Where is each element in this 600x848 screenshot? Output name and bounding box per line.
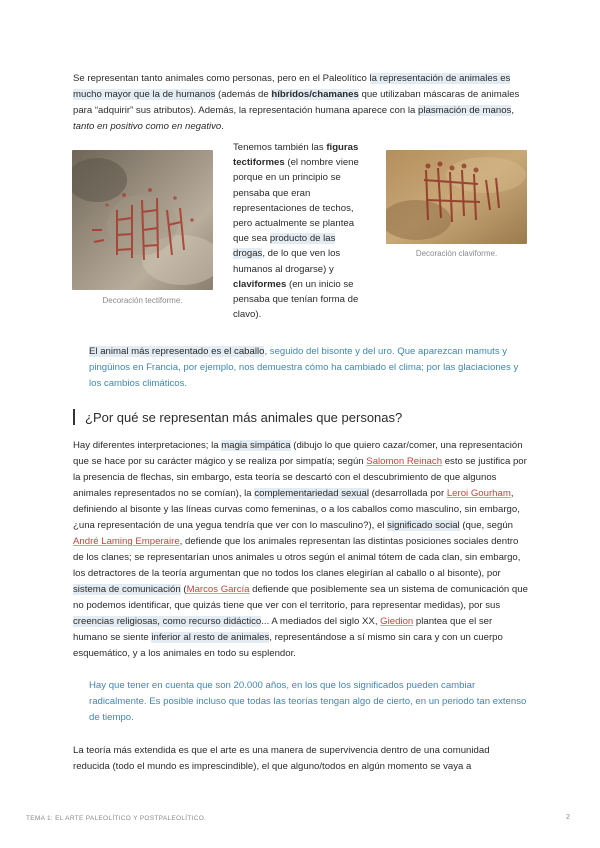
author-link-gourham[interactable]: Leroi Gourham <box>446 488 511 499</box>
tectiform-cave-image <box>72 150 213 290</box>
footer-title: TEMA 1: EL ARTE PALEOLÍTICO Y POSTPALEOLÍTICO. <box>26 815 207 822</box>
interpretations-paragraph: Hay diferentes interpretaciones; la magia simpática (dibujo lo que quiero cazar/comer, una representación que se hace por su carácter mágico y se realiza por simpatía; según Salomon Reinach esto se justifica por la presencia de flechas, sin embargo, esta teoría se descartó con el descubrimiento de que algunos animales representados no se comían), la complementariedad sexual (desarrollada por Leroi Gourham, definiendo al bisonte y las líneas curvas como femeninas, o a los caballos como masculino, sin embargo, ¿una representación de una yegua tendría que ver con lo masculino?), el significado social (que, según André Laming Emperaire, defiende que los animales representan las distintas posiciones sociales dentro de los clanes; se representarían unos animales u otros según el animal tótem de cada clan, sin embargo, los detractores de la teoría argumentan que no todos los clanes elegirían al caballo o al bisonte), por sistema de comunicación (Marcos García defiende que posiblemente sea un sistema de comunicación que no podemos identificar, que quizás tiene que ver con el territorio, para representar medidas), por sus creencias religiosas, como recurso didáctico... A mediados del siglo XX, Giedion plantea que el ser humano se siente inferior al resto de animales, representándose a sí mismo sin cara y con un cuerpo esquemático, y a los animales en todo su esplendor. <box>73 440 528 659</box>
tectiform-cave-painting <box>72 150 213 290</box>
author-link-laming[interactable]: André Laming Emperaire <box>73 536 180 547</box>
tectiform-description: Tenemos también las figuras tectiformes (el nombre viene porque en un principio se pensaba que eran representaciones de techos, pero actualmente se plantea que sea producto de las drogas, de lo que ven los humanos al drogarse) y claviformes (en un inicio se pensaba que tenían forma de clavo). <box>233 142 359 321</box>
author-link-giedion[interactable]: Giedion <box>380 616 414 627</box>
timespan-note: Hay que tener en cuenta que son 20.000 años, en los que los significados pueden cambiar radicalmente. Es posible incluso que todas las teorías tengan algo de cierto, en un periodo tan extenso de tiempo. <box>89 680 527 723</box>
heading-bar <box>73 409 75 425</box>
page-number: 2 <box>566 814 570 821</box>
tectiform-caption: Decoración tectiforme. <box>102 296 183 305</box>
survival-paragraph: La teoría más extendida es que el arte es una manera de supervivencia dentro de una comunidad reducida (todo el mundo es imprescindible), el que alguno/todos en algún momento se vaya a <box>73 745 490 772</box>
claviform-caption: Decoración claviforme. <box>415 249 498 258</box>
author-link-reinach[interactable]: Salomon Reinach <box>366 456 443 467</box>
section-heading: ¿Por qué se representan más animales que personas? <box>73 408 402 428</box>
claviform-cave-painting <box>386 150 527 244</box>
intro-paragraph: Se representan tanto animales como personas, pero en el Paleolítico la representación de animales es mucho mayor que la de humanos (además de híbridos/chamanes que utilizaban máscaras de animales para “adquirir” sus atributos). Además, la representación humana aparece con la plasmación de manos, tanto en positivo como en negativo. <box>73 73 520 132</box>
claviform-cave-image <box>386 150 527 244</box>
animal-note: El animal más representado es el caballo, seguido del bisonte y del uro. Que aparezcan mamuts y pingüinos en Francia, por ejemplo, nos demuestra cómo ha cambiado el clima; por las glaciaciones y los cambios climáticos. <box>89 346 519 389</box>
author-link-garcia[interactable]: Marcos García <box>186 584 250 595</box>
